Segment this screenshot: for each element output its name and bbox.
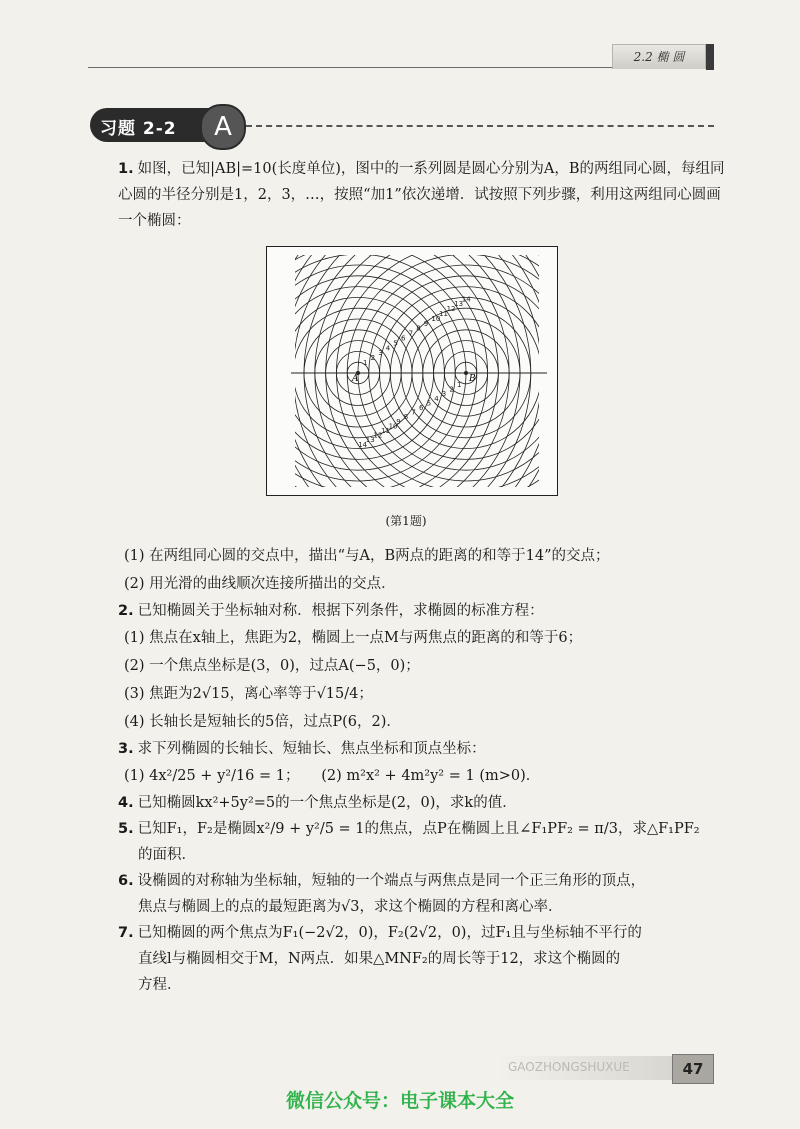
radius-label-top: 2 — [370, 354, 376, 363]
problem-2-part-3: (3) 焦距为2√15，离心率等于√15/4； — [124, 686, 373, 702]
header-rule — [88, 67, 700, 68]
problem-number: 7. — [118, 925, 134, 941]
problem-3 — [118, 736, 728, 762]
problem-6 — [118, 868, 728, 894]
problem-1-step-1: (1) 在两组同心圆的交点中，描出“与A，B两点的距离的和等于14”的交点； — [124, 548, 610, 564]
point-b-label: B — [469, 374, 476, 384]
problem-2-part-2: (2) 一个焦点坐标是(3，0)，过点A(−5，0)； — [124, 658, 420, 674]
radius-label-top: 14 — [461, 295, 471, 304]
radius-label-top: 12 — [446, 305, 456, 314]
problem-5-continued: 的面积． — [138, 847, 196, 863]
radius-label-bottom: 6 — [419, 404, 424, 412]
problem-text: 已知F₁，F₂是椭圆x²/9 + y²/5 = 1的焦点，点P在椭圆上且∠F₁PF₂ = π/3，求△F₁PF₂ — [137, 821, 700, 837]
radius-label-top: 9 — [423, 319, 429, 328]
radius-label-bottom: 2 — [449, 385, 454, 394]
problem-2-part-1: (1) 焦点在x轴上，焦距为2，椭圆上一点M与两焦点的距离的和等于6； — [124, 630, 583, 646]
radius-label-top: 10 — [431, 314, 441, 323]
problem-number: 2. — [118, 603, 134, 619]
problem-text: 设椭圆的对称轴为坐标轴，短轴的一个端点与两焦点是同一个正三角形的顶点， — [137, 873, 646, 889]
problem-text: 求下列椭圆的长轴长、短轴长、焦点坐标和顶点坐标： — [137, 741, 486, 757]
radius-label-top: 3 — [378, 349, 383, 358]
problem-text: 已知椭圆的两个焦点为F₁(−2√2，0)，F₂(2√2，0)，过F₁且与坐标轴不平行的 — [137, 925, 642, 941]
problem-number: 4. — [118, 795, 134, 811]
radius-label-top: 13 — [454, 300, 464, 309]
figure-caption: (第1题) — [385, 514, 427, 528]
radius-label-bottom: 12 — [373, 431, 383, 440]
problem-1-step-2: (2) 用光滑的曲线顺次连接所描出的交点． — [124, 576, 396, 592]
watermark: 微信公众号：电子课本大全 — [285, 1090, 514, 1112]
problem-1 — [118, 156, 728, 234]
circle-a-12 — [267, 247, 488, 495]
problem-number: 5. — [118, 821, 134, 837]
problem-7-continued-2: 方程． — [138, 977, 182, 993]
radius-label-bottom: 4 — [434, 394, 439, 403]
radius-label-top: 1 — [363, 359, 368, 367]
radius-label-top: 11 — [439, 310, 448, 318]
radius-label-bottom: 1 — [457, 381, 462, 389]
circles-svg — [267, 247, 557, 495]
radius-label-top: 7 — [408, 329, 414, 338]
radius-label-bottom: 10 — [388, 422, 398, 431]
header-marker — [706, 44, 714, 70]
radius-label-bottom: 3 — [441, 390, 447, 399]
problem-7-continued: 直线l与椭圆相交于M，N两点．如果△MNF₂的周长等于12，求这个椭圆的 — [138, 951, 621, 967]
problem-number: 1. — [118, 161, 134, 177]
radius-label-bottom: 9 — [396, 417, 401, 426]
level-circle: A — [200, 104, 246, 150]
series-name: GAOZHONGSHUXUE — [508, 1060, 630, 1074]
dashed-divider — [246, 125, 714, 127]
problem-4 — [118, 790, 728, 816]
problem-3-parts: (1) 4x²/25 + y²/16 = 1； (2) m²x² + 4m²y² = 1 (m>0)． — [124, 768, 541, 784]
radius-label-bottom: 13 — [365, 436, 375, 445]
concentric-circles-figure — [266, 246, 558, 496]
circle-b-12 — [336, 247, 557, 495]
concentric-circles — [267, 247, 557, 495]
radius-label-top: 4 — [385, 344, 391, 353]
problem-2-part-4: (4) 长轴长是短轴长的5倍，过点P(6，2)． — [124, 714, 401, 730]
radius-label-bottom: 7 — [411, 408, 416, 417]
problem-5 — [118, 816, 728, 842]
exercise-content — [118, 156, 728, 998]
radius-label-bottom: 11 — [381, 427, 390, 435]
point-a-label: A — [352, 374, 359, 384]
radius-label-top: 5 — [393, 339, 398, 348]
point-b-dot — [464, 371, 468, 375]
problem-number: 6. — [118, 873, 134, 889]
section-header: 2.2 椭 圆 — [612, 44, 706, 69]
radius-label-top: 6 — [401, 334, 406, 343]
problem-number: 3. — [118, 741, 134, 757]
problem-text: 已知椭圆关于坐标轴对称．根据下列条件，求椭圆的标准方程： — [137, 603, 544, 619]
radius-label-top: 8 — [416, 324, 421, 333]
problem-6-continued: 焦点与椭圆上的点的最短距离为√3，求这个椭圆的方程和离心率． — [138, 899, 563, 915]
problem-text: 已知椭圆kx²+5y²=5的一个焦点坐标是(2，0)，求k的值． — [137, 795, 517, 811]
exercise-title: 习题 2-2 — [100, 119, 177, 139]
radius-label-bottom: 5 — [426, 399, 432, 408]
page-number: 47 — [672, 1054, 714, 1084]
radius-label-bottom: 14 — [358, 440, 368, 449]
radius-label-bottom: 8 — [403, 413, 409, 422]
problem-text: 如图，已知|AB|=10(长度单位)，图中的一系列圆是圆心分别为A，B的两组同心圆，每组同心圆的半径分别是1，2，3，…，按照“加1”依次递增．试按照下列步骤，利用这两组同心圆画一个椭圆： — [118, 161, 725, 229]
problem-7 — [118, 920, 728, 946]
problem-2 — [118, 598, 728, 624]
